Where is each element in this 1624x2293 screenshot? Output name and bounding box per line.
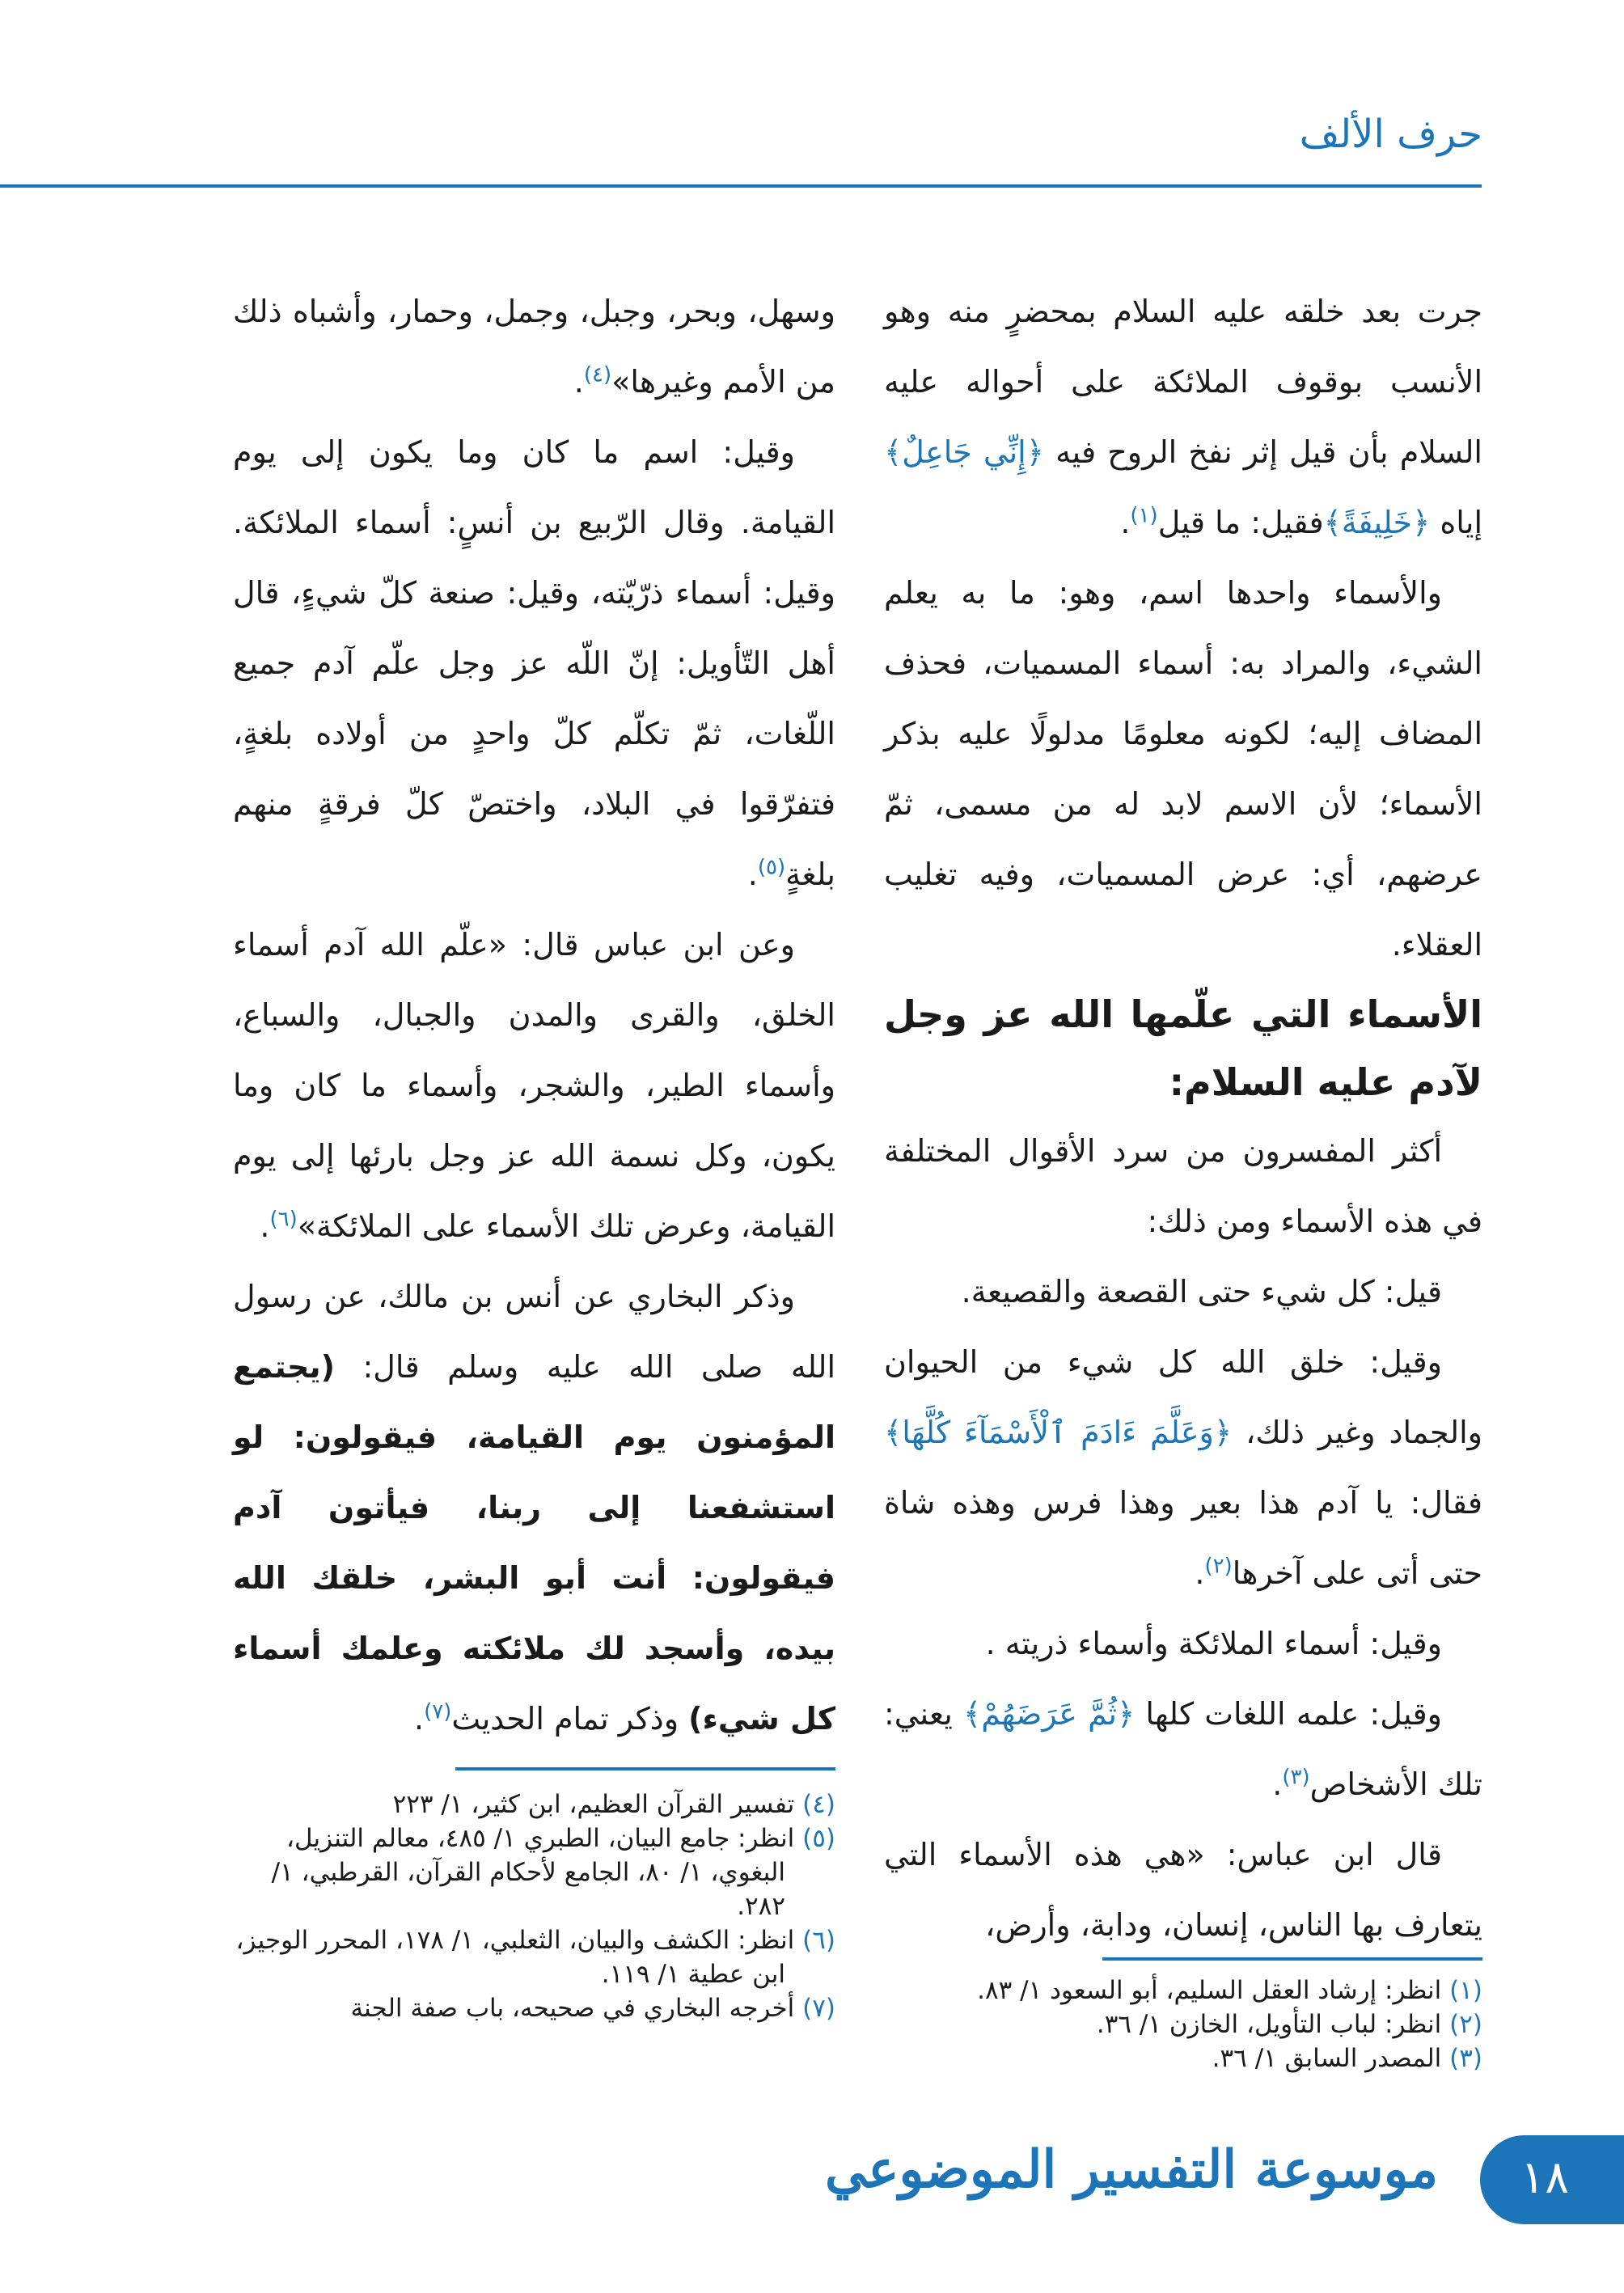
footnote-number: (٦) <box>802 1926 835 1955</box>
left-column <box>233 277 835 1754</box>
quran-quote: ﴿ثُمَّ عَرَضَهُمْ﴾ <box>962 1696 1136 1732</box>
footnote-ref[interactable]: (٧) <box>424 1699 452 1724</box>
footnote-ref[interactable]: (٢) <box>1204 1554 1233 1579</box>
footnote-number: (٧) <box>802 1994 835 2023</box>
encyclopedia-logo: موسوعة التفسير الموضوعي <box>824 2139 1438 2200</box>
footnote-number: (٤) <box>802 1790 835 1819</box>
paragraph: أكثر المفسرون من سرد الأقوال المختلفة في هذه الأسماء ومن ذلك: <box>884 1133 1482 1239</box>
footnote-number: (٥) <box>802 1824 835 1853</box>
footnotes-left <box>233 1787 835 2025</box>
footnotes-right <box>884 1974 1482 2075</box>
paragraph: والأسماء واحدها اسم، وهو: ما به يعلم الشيء، والمراد به: أسماء المسميات، فحذف المضاف إليه؛ لكونه معلومًا مدلولًا عليه بذكر الأسماء؛ لأن الاسم لابد له من مسمى، ثمّ عرضهم، أي: عرض المسميات، وفيه تغليب العقلاء. <box>884 575 1482 962</box>
footnote-ref[interactable]: (٥) <box>757 855 786 880</box>
text: وقيل: خلق الله كل شيء من الحيوان والجماد وغير ذلك، <box>884 1344 1483 1450</box>
footnote-ref[interactable]: (٤) <box>583 362 612 387</box>
footnote-ref[interactable]: (٦) <box>269 1207 298 1232</box>
footnote-text: تفسير القرآن العظيم، ابن كثير، ١/ ٢٢٣ <box>392 1790 795 1819</box>
footnote <box>884 1974 1482 2007</box>
quran-quote: ﴿خَلِيفَةً﴾ <box>1323 505 1431 540</box>
footnote-number: (٣) <box>1449 2044 1482 2073</box>
quran-quote: ﴿إِنِّي جَاعِلٌ﴾ <box>884 434 1044 470</box>
paragraph: قال ابن عباس: «هي هذه الأسماء التي يتعارف بها الناس، إنسان، ودابة، وأرض، <box>884 1837 1482 1943</box>
footnote-rule <box>455 1767 835 1771</box>
text: فقال: يا آدم هذا بعير وهذا فرس وهذه شاة حتى أتى على آخرها <box>884 1485 1482 1591</box>
page-number: ١٨ <box>1520 2151 1570 2204</box>
footnote <box>233 1991 835 2025</box>
text: فقيل: ما قيل <box>1157 505 1324 540</box>
footnote <box>233 1821 835 1923</box>
footnote-ref[interactable]: (١) <box>1130 503 1158 528</box>
text: يعني: تلك الأشخاص <box>884 1696 1482 1802</box>
text: وقيل: اسم ما كان وما يكون إلى يوم القيامة. وقال الرّبيع بن أنسٍ: أسماء الملائكة. وقيل: أسماء ذرّيّته، وقيل: صنعة كلّ شيءٍ، قال أهل التّأويل: إنّ اللّه عز وجل علّم آدم جميع اللّغات، ثمّ تكلّم كلّ واحدٍ من أولاده بلغةٍ، فتفرّقوا في البلاد، واختصّ كلّ فرقةٍ منهم بلغةٍ <box>233 434 835 892</box>
footnote-text: انظر: الكشف والبيان، الثعلبي، ١/ ١٧٨، المحرر الوجيز، ابن عطية ١/ ١١٩. <box>235 1926 795 1989</box>
footnote <box>884 2007 1482 2041</box>
text: وذكر تمام الحديث <box>451 1701 689 1737</box>
footnote-text: أخرجه البخاري في صحيحه، باب صفة الجنة <box>350 1994 795 2023</box>
footnote-number: (٢) <box>1449 2010 1482 2039</box>
paragraph: وقيل: علمه اللغات كلها ﴿ثُمَّ عَرَضَهُمْ﴾ يعني: تلك الأشخاص$^{(٣)}$. <box>884 1696 1482 1802</box>
header-rule <box>0 184 1482 188</box>
paragraph: قيل: كل شيء حتى القصعة والقصيعة. <box>961 1274 1442 1309</box>
paragraph: وقيل: اسم ما كان وما يكون إلى يوم القيامة. وقال الرّبيع بن أنسٍ: أسماء الملائكة. وقيل: أسماء ذرّيّته، وقيل: صنعة كلّ شيءٍ، قال أهل التّأويل: إنّ اللّه عز وجل علّم آدم جميع اللّغات، ثمّ تكلّم كلّ واحدٍ من أولاده بلغةٍ، فتفرّقوا في البلاد، واختصّ كلّ فرقةٍ منهم بلغةٍ$^{(٥)}$. <box>233 434 835 892</box>
quran-quote: ﴿وَعَلَّمَ ءَادَمَ ٱلْأَسْمَآءَ كُلَّهَا﴾ <box>884 1415 1233 1450</box>
footnote-number: (١) <box>1449 1976 1482 2005</box>
footnote <box>233 1787 835 1821</box>
running-header-title: حرف الألف <box>1299 112 1482 157</box>
paragraph: وقيل: خلق الله كل شيء من الحيوان والجماد وغير ذلك، ﴿وَعَلَّمَ ءَادَمَ ٱلْأَسْمَآءَ كُلَّهَا﴾فقال: يا آدم هذا بعير وهذا فرس وهذه شاة حتى أتى على آخرها$^{(٢)}$. <box>884 1344 1483 1591</box>
footnote <box>233 1923 835 1991</box>
right-column <box>884 277 1482 1961</box>
footnote-rule <box>1102 1957 1482 1961</box>
paragraph: وسهل، وبحر، وجبل، وجمل، وحمار، وأشباه ذلك من الأمم وغيرها»$^{(٤)}$. <box>233 294 835 400</box>
footnote-text: انظر: إرشاد العقل السليم، أبو السعود ١/ ٨٣. <box>977 1976 1442 2005</box>
hadith-text: (يجتمع المؤمنون يوم القيامة، فيقولون: لو استشفعنا إلى ربنا، فيأتون آدم فيقولون: أنت أبو البشر، خلقك الله بيده، وأسجد لك ملائكته وعلمك أسماء كل شيء) <box>233 1349 835 1737</box>
text: وعن ابن عباس قال: «علّم الله آدم أسماء الخلق، والقرى والمدن والجبال، والسباع، وأسماء الطير، والشجر، وأسماء ما كان وما يكون، وكل نسمة الله عز وجل بارئها إلى يوم القيامة، وعرض تلك الأسماء على الملائكة» <box>233 927 835 1244</box>
text: وقيل: علمه اللغات كلها <box>1135 1696 1442 1732</box>
footnote-text: المصدر السابق ١/ ٣٦. <box>1212 2044 1442 2073</box>
footnote-text: انظر: جامع البيان، الطبري ١/ ٤٨٥، معالم التنزيل، البغوي، ١/ ٨٠، الجامع لأحكام القرآن، القرطبي، ١/ ٢٨٢. <box>271 1824 795 1921</box>
paragraph: جرت بعد خلقه عليه السلام بمحضرٍ منه وهو الأنسب بوقوف الملائكة على أحواله عليه السلام بأن قيل إثر نفخ الروح فيه ﴿إِنِّي جَاعِلٌ﴾إياه ﴿خَلِيفَةً﴾فقيل: ما قيل$^{(١)}$. <box>884 294 1482 540</box>
text: جرت بعد خلقه عليه السلام بمحضرٍ منه وهو الأنسب بوقوف الملائكة على أحواله عليه السلام بأن قيل إثر نفخ الروح فيه <box>884 294 1482 470</box>
footnote-ref[interactable]: (٣) <box>1282 1765 1310 1790</box>
paragraph: وقيل: أسماء الملائكة وأسماء ذريته . <box>985 1626 1442 1661</box>
text: وسهل، وبحر، وجبل، وجمل، وحمار، وأشباه ذلك من الأمم وغيرها» <box>233 294 835 400</box>
paragraph: وعن ابن عباس قال: «علّم الله آدم أسماء الخلق، والقرى والمدن والجبال، والسباع، وأسماء الطير، والشجر، وأسماء ما كان وما يكون، وكل نسمة الله عز وجل بارئها إلى يوم القيامة، وعرض تلك الأسماء على الملائكة»$^{(٦)}$. <box>233 927 835 1244</box>
section-heading: الأسماء التي علّمها الله عز وجل لآدم عليه السلام: <box>884 992 1482 1104</box>
footnote <box>884 2041 1482 2075</box>
text: إياه <box>1430 505 1482 540</box>
text: وذكر البخاري عن أنس بن مالك، عن رسول الله صلى الله عليه وسلم قال: <box>233 1279 835 1385</box>
paragraph: وذكر البخاري عن أنس بن مالك، عن رسول الله صلى الله عليه وسلم قال: (يجتمع المؤمنون يوم القيامة، فيقولون: لو استشفعنا إلى ربنا، فيأتون آدم فيقولون: أنت أبو البشر، خلقك الله بيده، وأسجد لك ملائكته وعلمك أسماء كل شيء) وذكر تمام الحديث$^{(٧)}$. <box>233 1279 835 1737</box>
footnote-text: انظر: لباب التأويل، الخازن ١/ ٣٦. <box>1096 2010 1442 2039</box>
